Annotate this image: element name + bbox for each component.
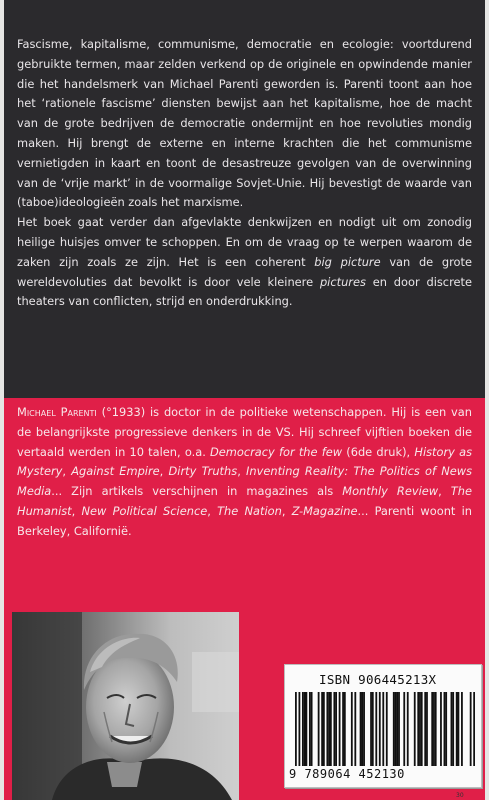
blurb-paragraph-2: [17, 213, 472, 312]
barcode-bar: [361, 692, 363, 766]
blurb-text: en door discrete theaters van conflicten, strijd en onderdrukking.: [17, 274, 472, 309]
barcode-bar: [444, 692, 446, 766]
barcode-bar: [328, 692, 330, 766]
book-title: Democracy for the few: [210, 444, 343, 459]
bio-text: ... Zijn artikels verschijnen in magazines als: [51, 484, 343, 499]
bio-text: ,: [438, 484, 451, 499]
bio-text: ,: [207, 503, 218, 518]
barcode-bar: [452, 692, 454, 766]
barcode-bar: [403, 692, 405, 766]
barcode-bar: [379, 692, 381, 766]
barcode-bar: [326, 692, 328, 766]
magazine-title: New Political Science: [81, 503, 208, 518]
barcode-bar: [302, 692, 304, 766]
barcode-bar: [321, 692, 323, 766]
barcode-bar: [318, 692, 320, 766]
author-bio: [17, 403, 472, 542]
barcode-bar: [445, 692, 447, 766]
barcode-bar: [424, 692, 426, 766]
barcode-bar: [456, 692, 458, 766]
author-photo-image: [12, 612, 239, 800]
bio-text: ,: [159, 464, 169, 479]
barcode-bar: [458, 692, 460, 766]
barcode-bar: [393, 692, 395, 766]
bio-text: ... Parenti woont in Berkeley, Californië.: [17, 503, 472, 538]
barcode-bar: [342, 692, 344, 766]
barcode-bar: [354, 692, 356, 766]
magazine-title: The Nation: [217, 503, 282, 518]
barcode-bar: [330, 692, 332, 766]
barcode-bar: [351, 692, 353, 766]
barcode-bars: [295, 692, 475, 766]
barcode-bar: [370, 692, 372, 766]
barcode-bar: [363, 692, 365, 766]
magazine-title: The Humanist: [17, 484, 472, 518]
blurb-text: Het boek gaat verder dan afgevlakte denkwijzen en nodigt uit om zonodig heilige huisjes omver te schoppen. En om de vraag op te werpen waarom de zaken zijn zoals ze zijn. Het is een coherent: [17, 215, 472, 269]
bio-text: ,: [281, 503, 292, 518]
barcode-bar: [323, 692, 325, 766]
author-photo: [12, 612, 239, 800]
barcode-bar: [414, 692, 416, 766]
magazine-title: Z-Magazine: [291, 503, 358, 518]
barcode-bar: [417, 692, 419, 766]
barcode-bar: [309, 692, 311, 766]
bio-text: (6de druk),: [342, 444, 415, 459]
barcode-bar: [433, 692, 435, 766]
book-title: Dirty Truths: [168, 464, 238, 479]
author-name: Michael Parenti: [17, 405, 97, 419]
barcode-bar: [419, 692, 421, 766]
book-back-cover: [4, 0, 485, 800]
author-bio-paragraph: [17, 403, 472, 542]
blurb-emphasis: pictures: [319, 274, 366, 289]
barcode-bar: [451, 692, 453, 766]
barcode-bar: [311, 692, 313, 766]
barcode-bar: [435, 692, 437, 766]
blurb-text: van de grote wereldevoluties dat bevolkt is door vele kleinere: [17, 254, 472, 289]
barcode-bar: [426, 692, 428, 766]
barcode-bar: [386, 692, 388, 766]
barcode-bar: [407, 692, 409, 766]
book-title: Inventing Reality: The Politics of News Media: [17, 464, 473, 499]
book-title: Against Empire: [71, 464, 160, 479]
isbn-number: ISBN 906445213X: [319, 672, 437, 687]
barcode-bar: [421, 692, 423, 766]
ean-digits: 9 789064 452130: [289, 767, 405, 781]
bio-text: (°1933) is doctor in de politieke wetenschappen. Hij is een van de belangrijkste progressieve denkers in de VS. Hij schreef vijftien boeken die vertaald werden in 10 talen, o.a.: [17, 405, 472, 459]
price-mark: 30: [456, 792, 464, 799]
barcode-bar: [440, 692, 442, 766]
blurb-paragraph-1: Fascisme, kapitalisme, communisme, democratie en ecologie: voortdurend gebruikte termen, maar zelden verkend op de originele en opwindende manier die het handelsmerk van Michael Parenti geworden is. Parenti toont aan hoe het ‘rationele fascisme’ diensten bewijst aan het kapitalisme, hoe de macht van de grote bedrijven de democratie ondermijnt en hoe revoluties mondig maken. Hij brengt de externe en interne krachten die het communisme vernietigden in kaart en toont de desastreuze gevolgen van de overwinning van de ‘vrije markt’ in de voormalige Sovjet-Unie. Hij bevestigt de waarde van (taboe)ideologieën zoals het marxisme.: [17, 37, 472, 210]
barcode-bar: [305, 692, 307, 766]
barcode-bar: [360, 692, 362, 766]
book-blurb: [17, 35, 472, 312]
barcode-bar: [299, 692, 301, 766]
barcode-bar: [339, 692, 341, 766]
barcode-bar: [335, 692, 337, 766]
book-title: History as Mystery: [17, 444, 473, 479]
barcode-bar: [396, 692, 398, 766]
bio-text: ,: [237, 464, 247, 479]
barcode-bar: [382, 692, 384, 766]
blurb-emphasis: big picture: [314, 254, 381, 269]
isbn-barcode-label: [284, 664, 482, 788]
barcode-bar: [461, 692, 463, 766]
barcode-bar: [344, 692, 346, 766]
barcode-bar: [395, 692, 397, 766]
barcode-bar: [295, 692, 297, 766]
barcode-bar: [375, 692, 377, 766]
barcode-bar: [398, 692, 400, 766]
barcode-bar: [473, 692, 475, 766]
bio-text: ,: [71, 503, 82, 518]
bio-text: ,: [62, 464, 72, 479]
magazine-title: Monthly Review: [342, 484, 439, 499]
barcode-bar: [431, 692, 433, 766]
barcode-bar: [304, 692, 306, 766]
barcode-bar: [372, 692, 374, 766]
barcode-bar: [470, 692, 472, 766]
barcode-bar: [333, 692, 335, 766]
